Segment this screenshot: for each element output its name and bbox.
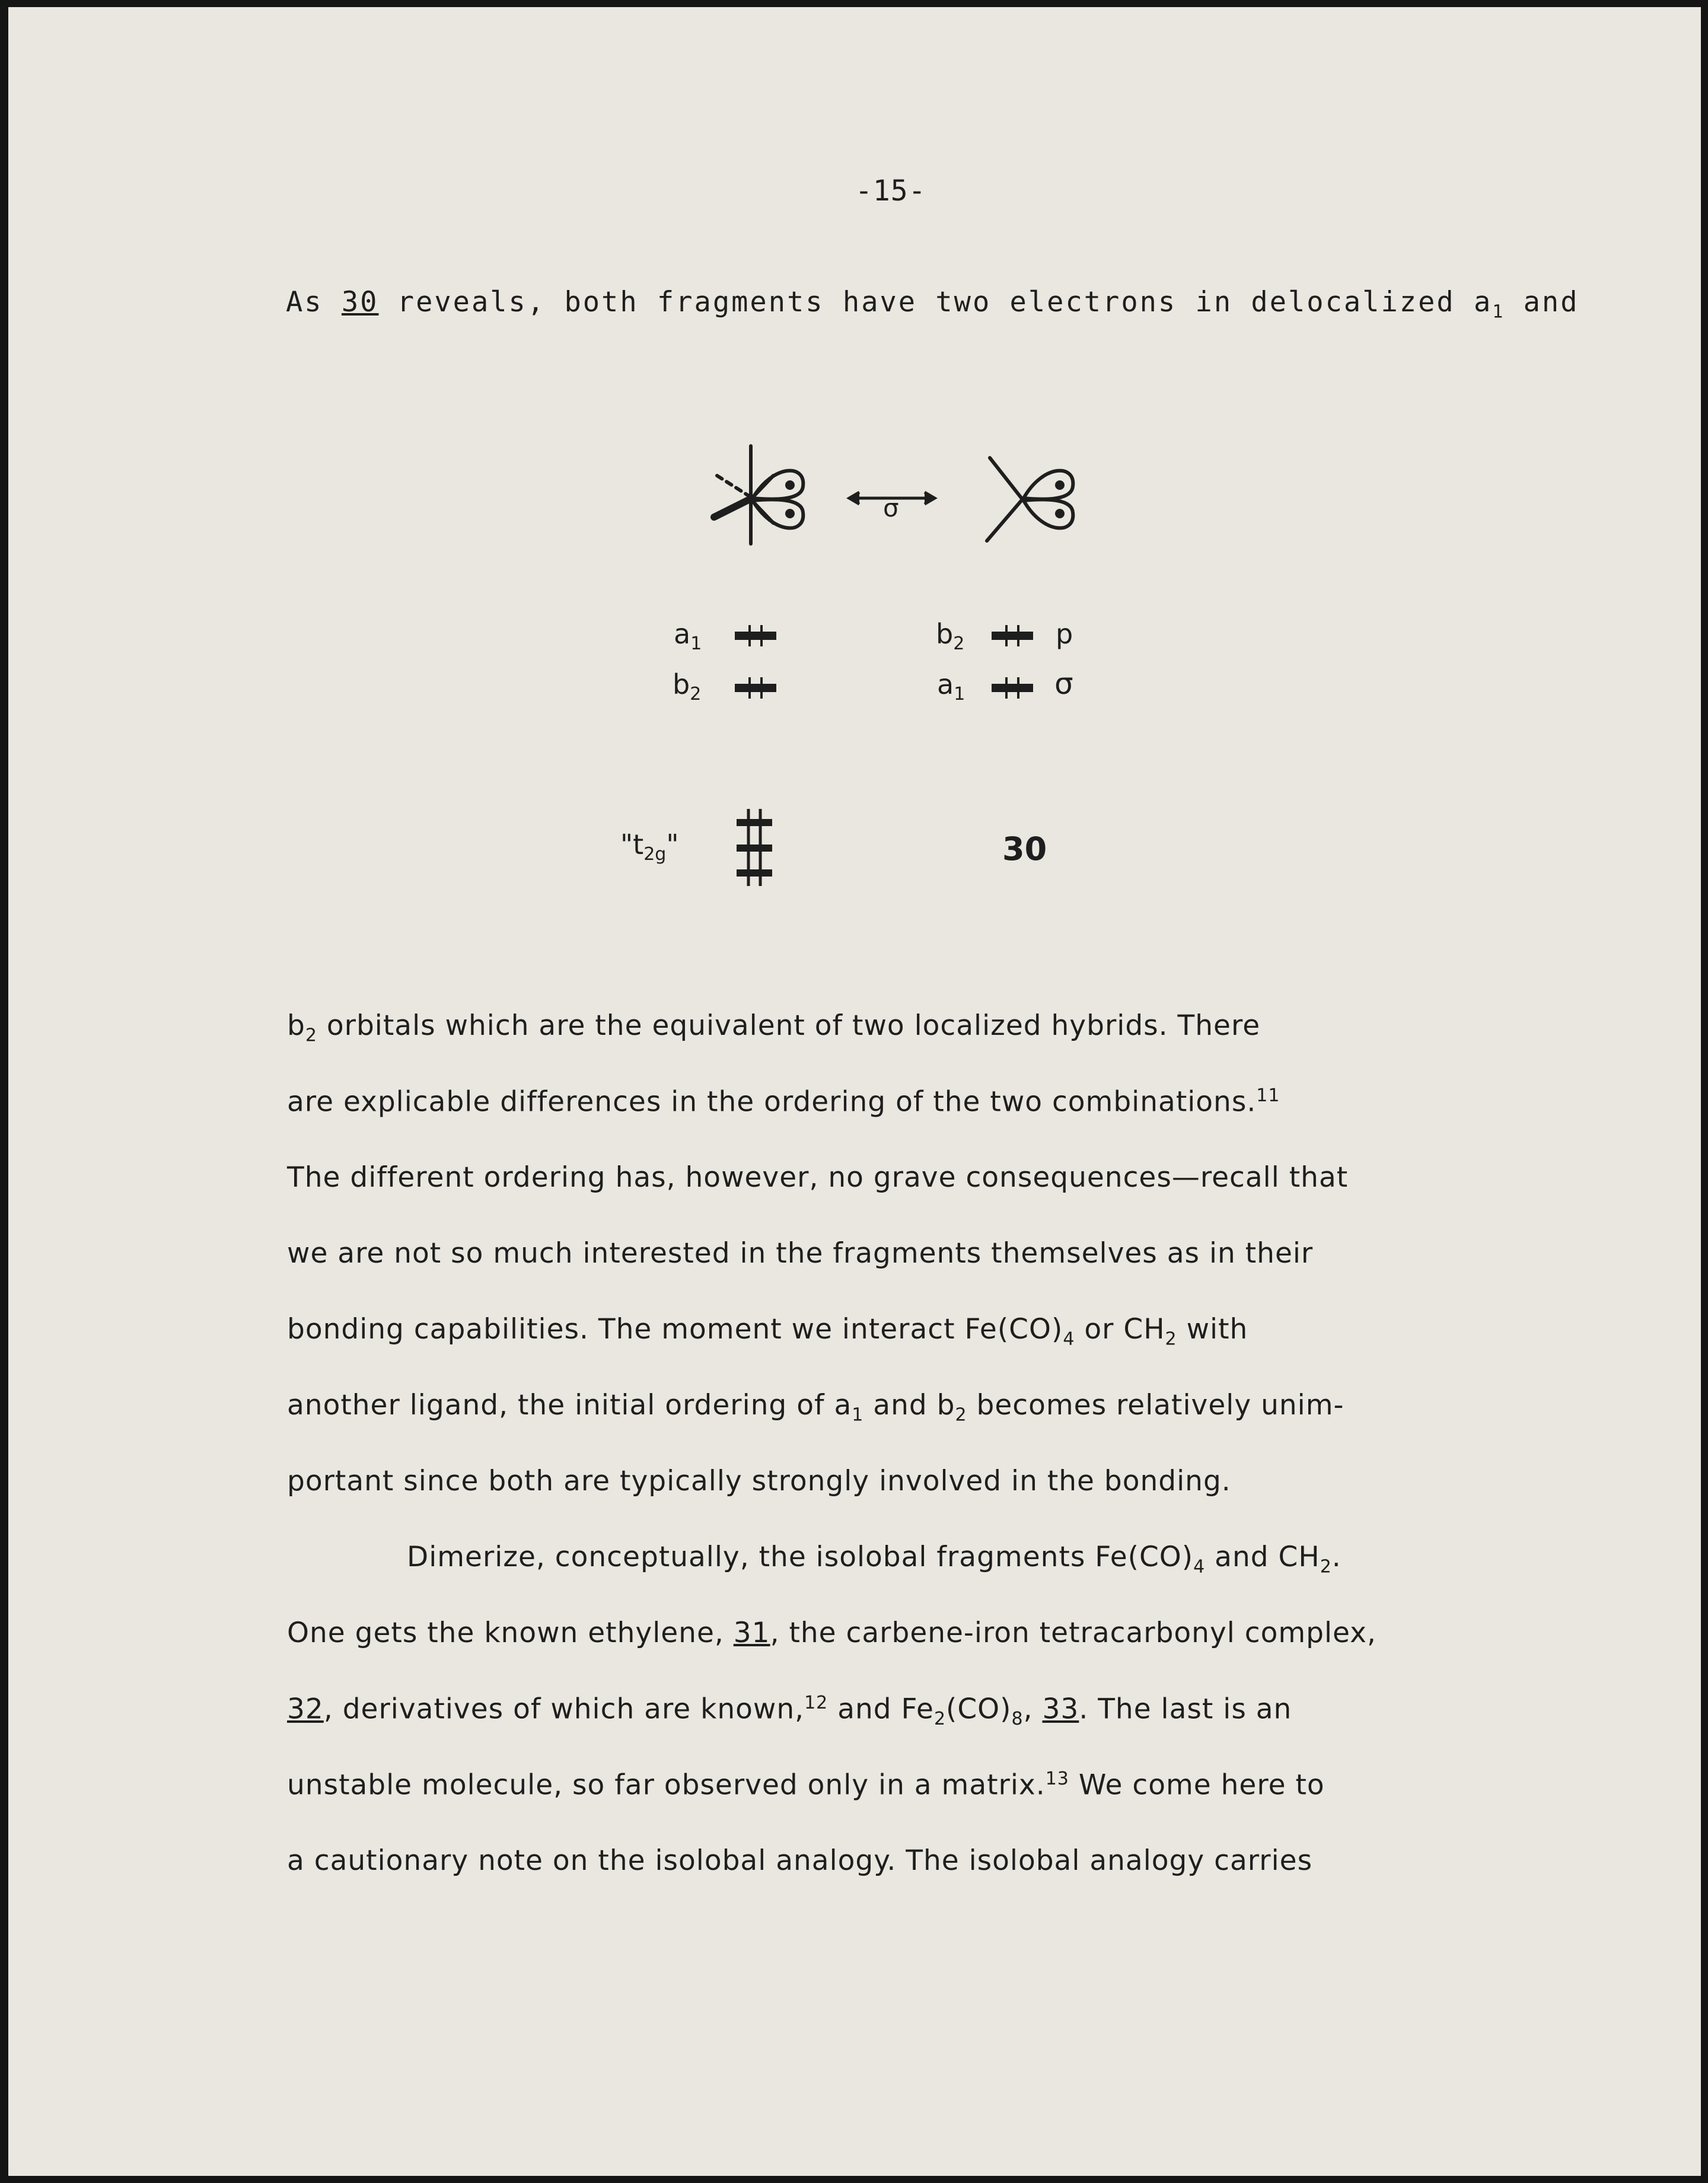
line-8-text2: and CH [1205,1541,1320,1573]
right-label-a1-letter: a [937,668,954,700]
line-10-text4: , [1023,1693,1043,1726]
line-9-text2: , the carbene-iron tetracarbonyl complex, [770,1617,1376,1649]
line-5-text3: with [1177,1313,1248,1346]
line-3-text: The different ordering has, however, no grave consequences—recall that [287,1161,1349,1194]
ref-32: 32 [287,1693,324,1726]
text-line-4 [287,1237,1497,1279]
compound-number-30: 30 [1002,830,1047,868]
line-11-text2: We come here to [1069,1768,1325,1802]
paragraph-1-end: and [1523,286,1579,318]
left-energy-levels [735,625,776,699]
left-label-a1-letter: a [674,618,691,650]
line-8-sub-a: 4 [1193,1556,1206,1578]
right-label-a1 [937,668,965,705]
line-6-sub-b: 2 [955,1404,967,1426]
text-line-8 [407,1541,1617,1582]
line-11-text: unstable molecule, so far observed only in a matrix. [287,1768,1046,1802]
line-1-pre: b [287,1009,305,1042]
text-line-3 [287,1161,1497,1203]
left-label-a1-sub: 1 [690,633,702,655]
left-label-a1 [674,618,702,654]
t2g-label-open: "t [620,828,644,861]
right-label-a1-sub: 1 [954,684,965,705]
footnote-ref-13: 13 [1045,1768,1069,1789]
ref-31: 31 [733,1617,770,1649]
text-line-2 [287,1085,1497,1127]
t2g-label-close: " [666,828,679,861]
line-9-text: One gets the known ethylene, [287,1617,734,1649]
right-energy-levels [992,625,1033,699]
line-8-sub-b: 2 [1320,1556,1332,1578]
line-10-text: , derivatives of which are known, [323,1693,805,1726]
text-line-5 [287,1313,1497,1355]
line-6-text3: becomes relatively unim- [967,1389,1344,1422]
text-line-6 [287,1389,1497,1430]
ref-30: 30 [341,286,379,318]
line-4-text: we are not so much interested in the fragments themselves as in their [287,1237,1314,1270]
line-10-text2: and Fe [828,1693,934,1726]
line-10-sub-b: 8 [1011,1709,1024,1730]
line-6-text2: and b [863,1389,955,1422]
right-label-b2 [936,618,964,654]
t2g-energy-levels [737,809,772,886]
page-number: -15- [855,174,926,208]
right-label-b2-sub: 2 [953,633,965,655]
line-10-text3: (CO) [946,1693,1012,1726]
line-2-text: are explicable differences in the ordering of the two combinations. [287,1085,1257,1118]
t2g-label [620,828,679,865]
line-6-sub-a: 1 [852,1404,864,1426]
sigma-arrow-label: σ [883,493,899,522]
document-page [8,7,1701,2176]
line-8-text3: . [1331,1541,1341,1573]
ref-33: 33 [1042,1693,1079,1726]
left-label-b2 [673,668,701,705]
line-7-text: portant since both are typically strongly involved in the bonding. [287,1465,1231,1497]
line-10-text5: . The last is an [1079,1693,1292,1726]
left-label-b2-sub: 2 [690,684,702,705]
left-label-b2-letter: b [673,668,690,700]
right-tag-sigma: σ [1054,667,1073,701]
text-line-11 [287,1768,1497,1810]
line-8-text: Dimerize, conceptually, the isolobal fragments Fe(CO) [407,1541,1194,1573]
text-line-1 [287,1009,1497,1051]
word-as: As [286,286,323,318]
paragraph-1-text: reveals, both fragments have two electrons in delocalized a [397,286,1493,318]
line-10-sub-a: 2 [933,1709,947,1730]
line-12-text: a cautionary note on the isolobal analogy. The isolobal analogy carries [287,1844,1313,1877]
paragraph-1-sub: 1 [1492,301,1505,323]
text-line-10 [287,1693,1497,1734]
line-5-sub-b: 2 [1165,1328,1177,1350]
ch2-fragment-drawing [987,458,1073,541]
line-1-sub: 2 [305,1025,317,1046]
right-tag-p: p [1056,618,1073,650]
text-line-7 [287,1465,1497,1506]
text-line-12 [287,1844,1497,1886]
text-line-9 [287,1617,1497,1658]
footnote-ref-11: 11 [1256,1085,1280,1106]
line-1-text: orbitals which are the equivalent of two localized hybrids. There [317,1009,1261,1042]
right-label-b2-letter: b [936,618,954,650]
footnote-ref-12: 12 [804,1693,828,1713]
line-6-text: another ligand, the initial ordering of a [287,1389,852,1422]
line-5-sub-a: 4 [1063,1328,1075,1350]
t2g-label-sub: 2g [643,844,667,865]
line-5-text2: or CH [1075,1313,1165,1346]
fe-co4-fragment-drawing [714,446,803,544]
line-5-text: bonding capabilities. The moment we interact Fe(CO) [287,1313,1063,1346]
